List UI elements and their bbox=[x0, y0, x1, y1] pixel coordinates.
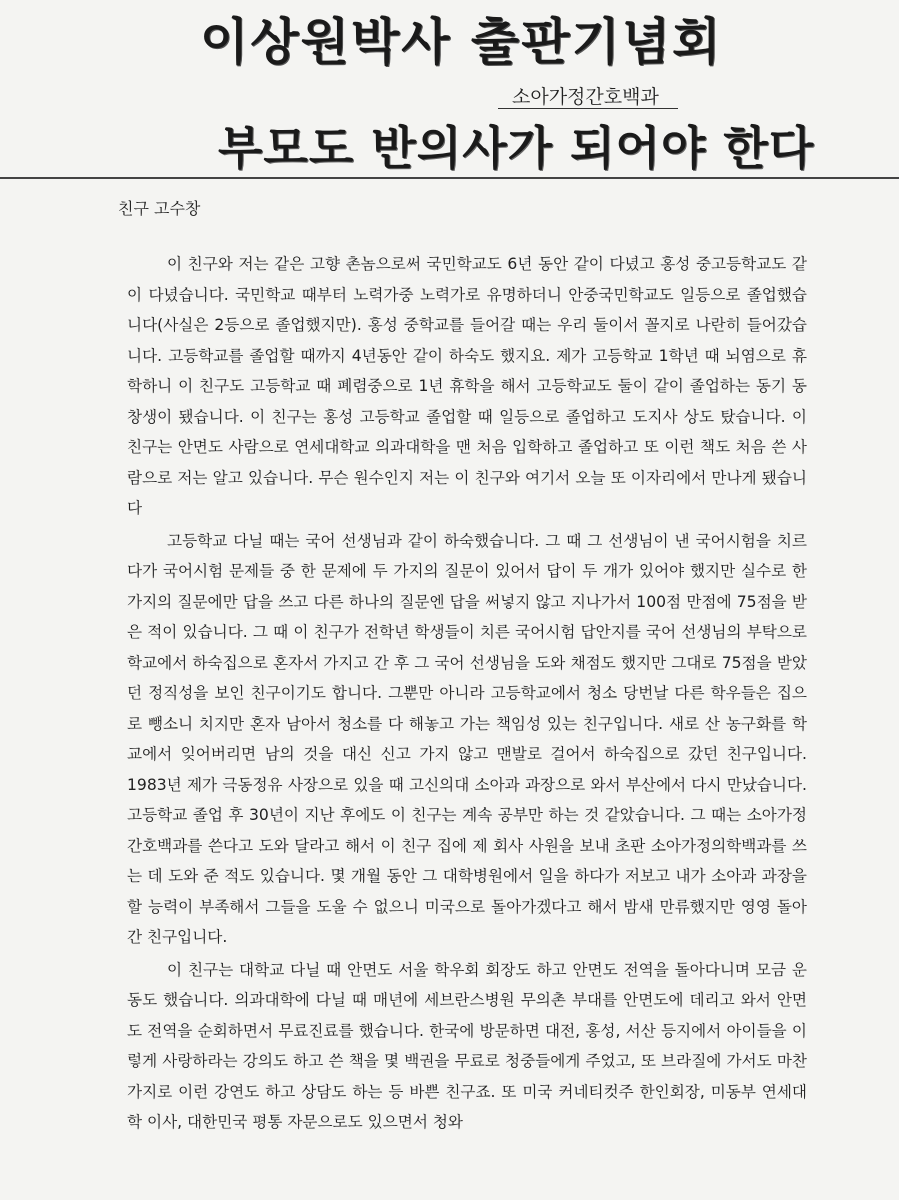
paragraph-3: 이 친구는 대학교 다닐 때 안면도 서울 학우회 회장도 하고 안면도 전역을 돌아다니며 모금 운동도 했습니다. 의과대학에 다닐 때 매년에 세브란스병원 무의촌 부대를 안면도에 데리고 와서 안면도 전역을 순회하면서 무료진료를 했습니다. 한국에 방문하면 대전, 홍성, 서산 등지에서 아이들을 이렇게 사랑하라는 강의도 하고 쓴 책을 몇 백권을 무료로 청중들에게 주었고, 또 브라질에 가서도 마찬가지로 이런 강연도 하고 상담도 하는 등 바쁜 친구죠. 또 미국 커네티컷주 한인회장, 미동부 연세대학 이사, 대한민국 평통 자문으로도 있으면서 청와 bbox=[127, 960, 807, 1131]
event-title: 이상원박사 출판기념회 bbox=[200, 13, 723, 71]
note-underline bbox=[498, 108, 678, 109]
header-divider bbox=[0, 177, 899, 179]
main-title: 부모도 반의사가 되어야 한다 bbox=[218, 121, 815, 175]
paragraph-2: 고등학교 다닐 때는 국어 선생님과 같이 하숙했습니다. 그 때 그 선생님이 낸 국어시험을 치르다가 국어시험 문제들 중 한 문제에 두 가지의 질문이 있어서 답이 두 개가 있어야 했지만 실수로 한 가지의 질문에만 답을 쓰고 다른 하나의 질문엔 답을 써넣지 않고 지나가서 100점 만점에 75점을 받은 적이 있습니다. 그 때 이 친구가 전학년 학생들이 치른 국어시험 답안지를 국어 선생님의 부탁으로 학교에서 하숙집으로 혼자서 가지고 간 후 그 국어 선생님을 도와 채점도 했지만 그대로 75점을 받았던 정직성을 보인 친구이기도 합니다. 그뿐만 아니라 고등학교에서 청소 당번날 다른 학우들은 집으로 뺑소니 치지만 혼자 남아서 청소를 다 해놓고 가는 책임성 있는 친구입니다. 새로 산 농구화를 학교에서 잊어버리면 남의 것을 대신 신고 가지 않고 맨발로 걸어서 하숙집으로 갔던 친구입니다. 1983년 제가 극동정유 사장으로 있을 때 고신의대 소아과 과장으로 와서 부산에서 다시 만났습니다. 고등학교 졸업 후 30년이 지난 후에도 이 친구는 계속 공부만 하는 것 같았습니다. 그 때는 소아가정간호백과를 쓴다고 도와 달라고 해서 이 친구 집에 제 회사 사원을 보내 초판 소아가정의학백과를 쓰는 데 도와 준 적도 있습니다. 몇 개월 동안 그 대학병원에서 일을 하다가 저보고 내가 소아과 과장을 할 능력이 부족해서 그들을 도울 수 없으니 미국으로 돌아가겠다고 해서 밤새 만류했지만 영영 돌아간 친구입니다. bbox=[127, 531, 807, 946]
body-text bbox=[127, 249, 807, 1138]
author-line: 친구 고수창 bbox=[118, 199, 201, 218]
handwritten-subtitle-note: 소아가정간호백과 bbox=[512, 86, 659, 108]
paragraph-1: 이 친구와 저는 같은 고향 촌놈으로써 국민학교도 6년 동안 같이 다녔고 홍성 중고등학교도 같이 다녔습니다. 국민학교 때부터 노력가중 노력가로 유명하더니 안중국민학교도 일등으로 졸업했습니다(사실은 2등으로 졸업했지만). 홍성 중학교를 들어갈 때는 우리 둘이서 꼴지로 나란히 들어갔습니다. 고등학교를 졸업할 때까지 4년동안 같이 하숙도 했지요. 제가 고등학교 1학년 때 뇌염으로 휴학하니 이 친구도 고등학교 때 폐렴중으로 1년 휴학을 해서 고등학교도 둘이 같이 졸업하는 동기 동창생이 됐습니다. 이 친구는 홍성 고등학교 졸업할 때 일등으로 졸업하고 도지사 상도 탔습니다. 이 친구는 안면도 사람으로 연세대학교 의과대학을 맨 처음 입학하고 졸업하고 또 이런 책도 처음 쓴 사람으로 저는 알고 있습니다. 무슨 원수인지 저는 이 친구와 여기서 오늘 또 이자리에서 만나게 됐습니다 bbox=[127, 255, 807, 517]
